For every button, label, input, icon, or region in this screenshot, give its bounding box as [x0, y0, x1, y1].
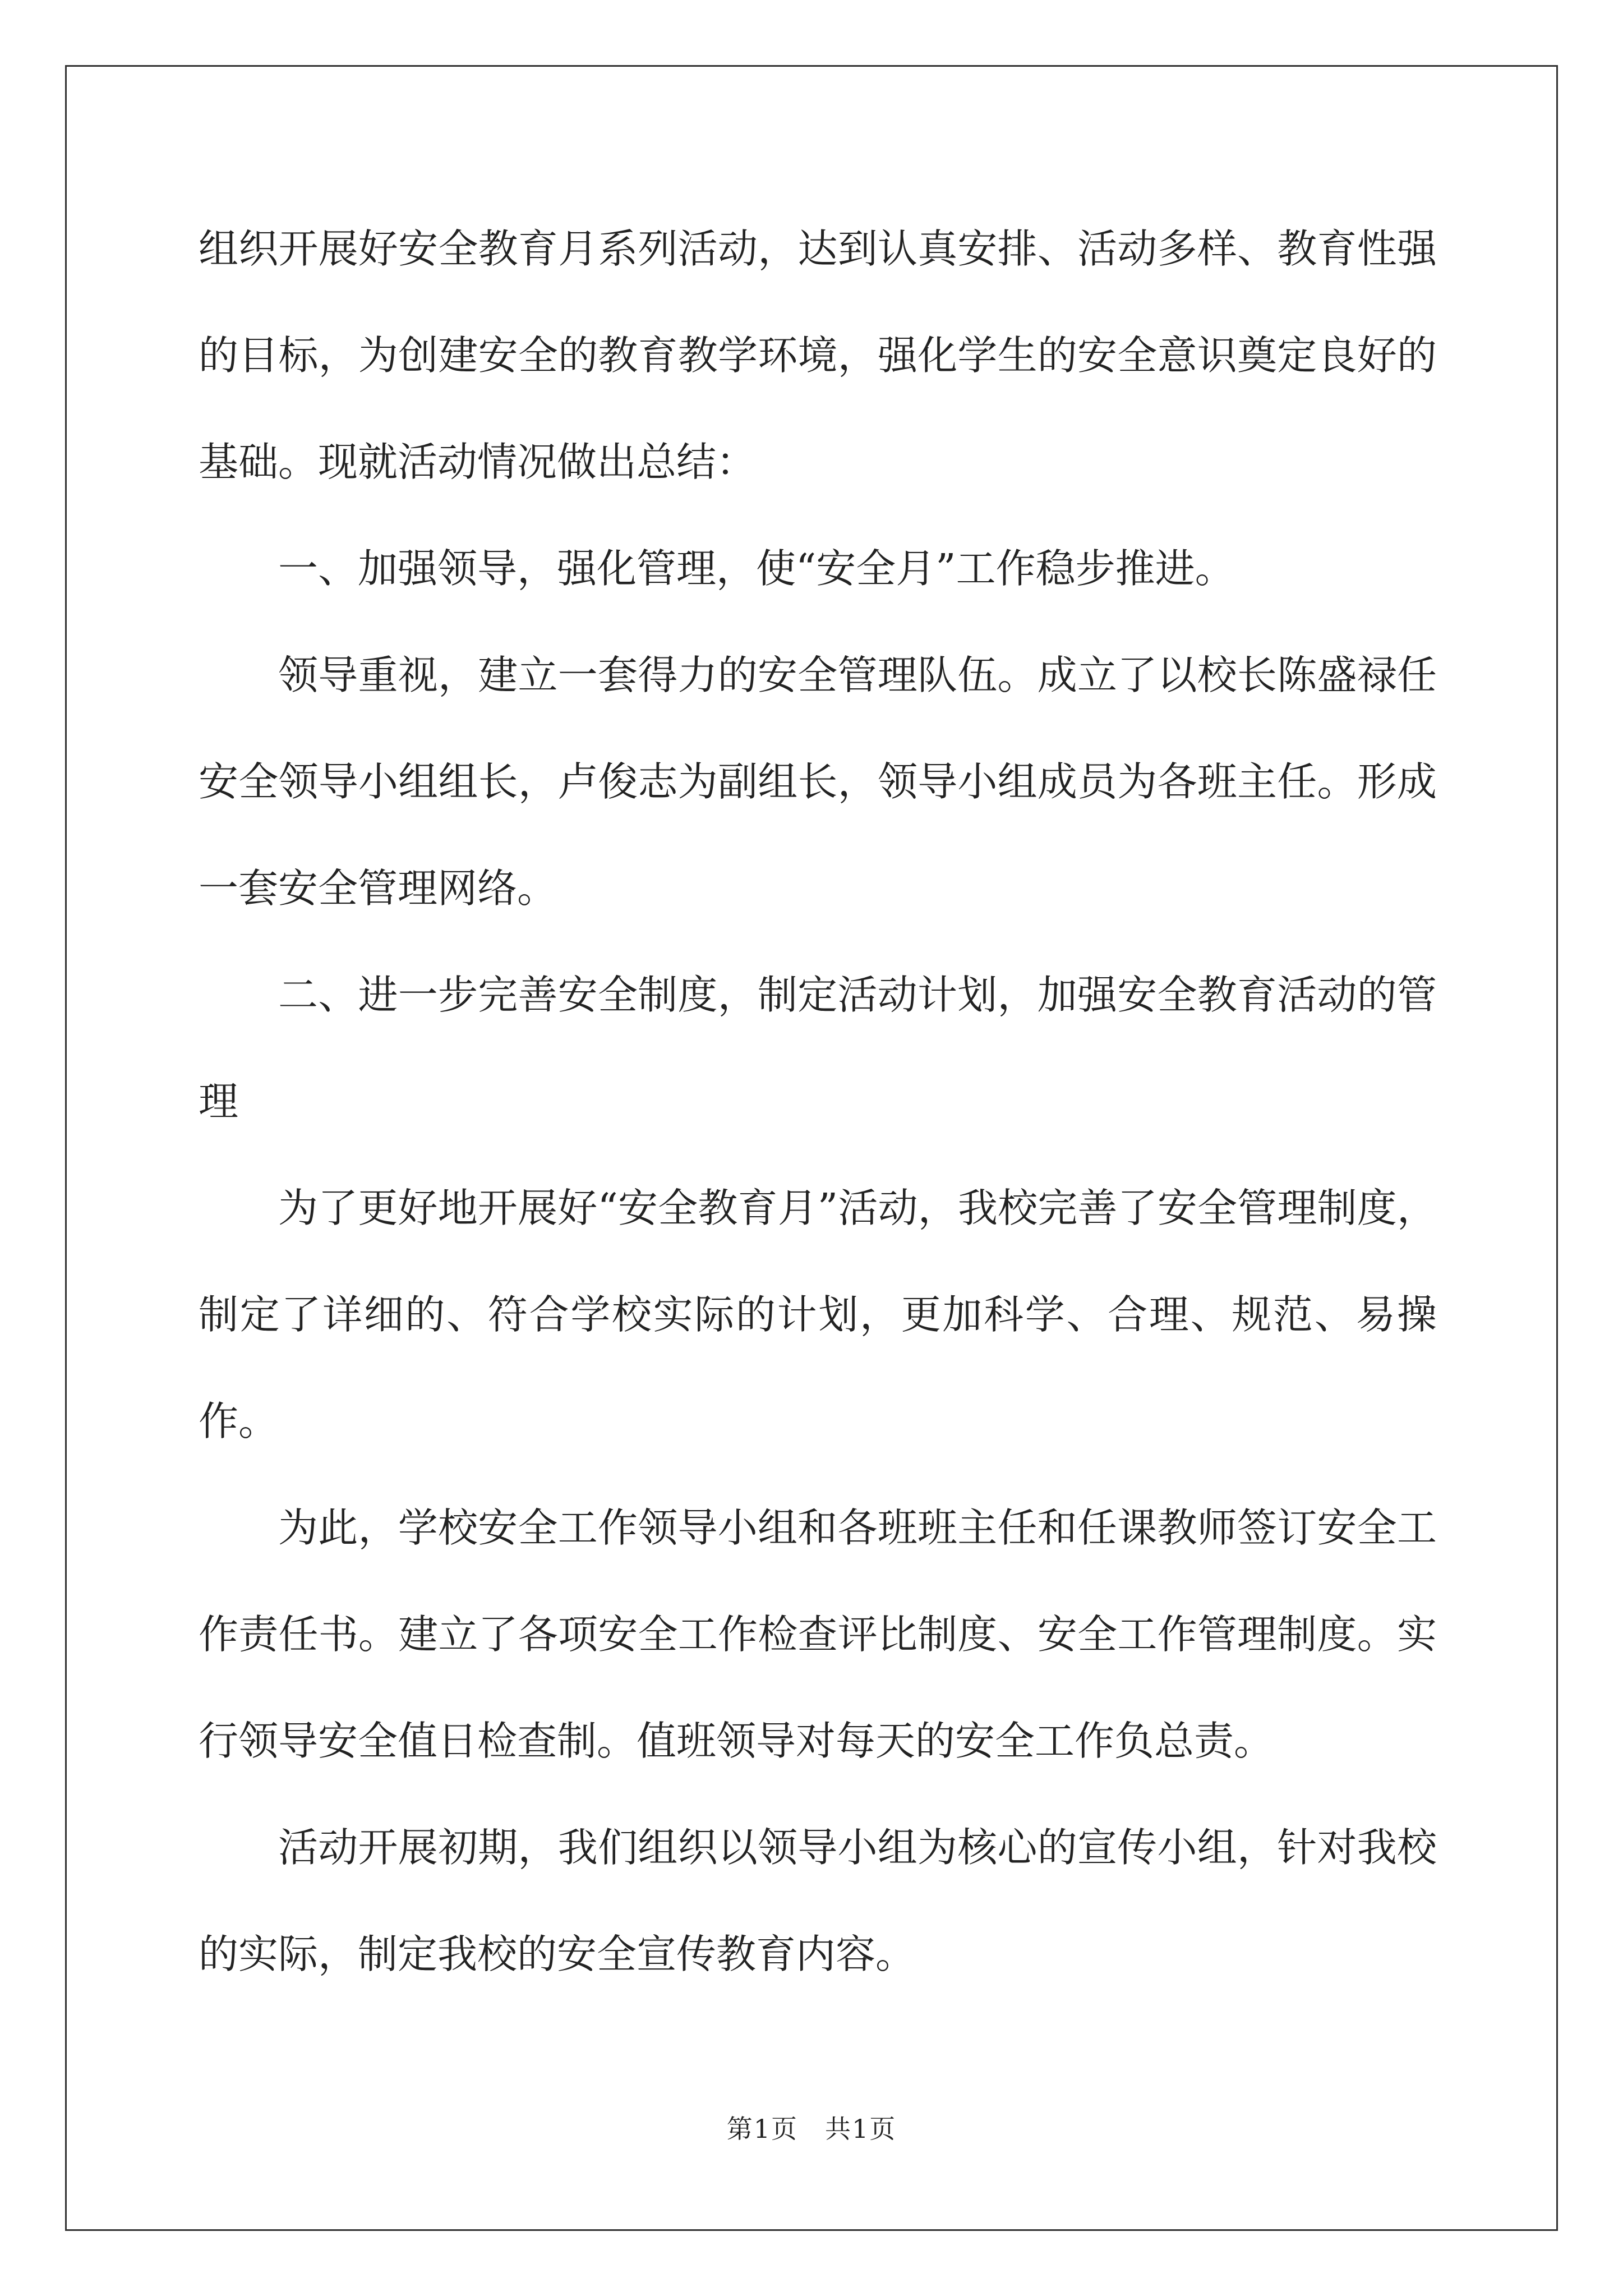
page-footer: 第1页 共1页: [726, 2114, 897, 2144]
paragraph-intro: 组织开展好安全教育月系列活动，达到认真安排、活动多样、教育性强的目标，为创建安全的教育教学环境，强化学生的安全意识奠定良好的基础。现就活动情况做出总结：: [199, 226, 1437, 485]
paragraph-responsibility: 为此，学校安全工作领导小组和各班班主任和任课教师签订安全工作责任书。建立了各项安全工作检查评比制度、安全工作管理制度。实行领导安全值日检查制。值班领导对每天的安全工作负总责。: [199, 1504, 1437, 1764]
paragraph-leadership: 领导重视，建立一套得力的安全管理队伍。成立了以校长陈盛禄任安全领导小组组长，卢俊志为副组长，领导小组成员为各班主任。形成一套安全管理网络。: [199, 652, 1437, 912]
document-body: [199, 196, 1437, 2008]
paragraph-heading-2: 二、进一步完善安全制度，制定活动计划，加强安全教育活动的管理: [199, 972, 1437, 1125]
paragraph-heading-1: 一、加强领导，强化管理，使“安全月”工作稳步推进。: [278, 545, 1235, 592]
paragraph-propaganda: 活动开展初期，我们组织以领导小组为核心的宣传小组，针对我校的实际，制定我校的安全宣传教育内容。: [199, 1824, 1437, 1977]
paragraph-activity-plan: 为了更好地开展好“安全教育月”活动，我校完善了安全管理制度，制定了详细的、符合学校实际的计划，更加科学、合理、规范、易操作。: [199, 1185, 1437, 1444]
